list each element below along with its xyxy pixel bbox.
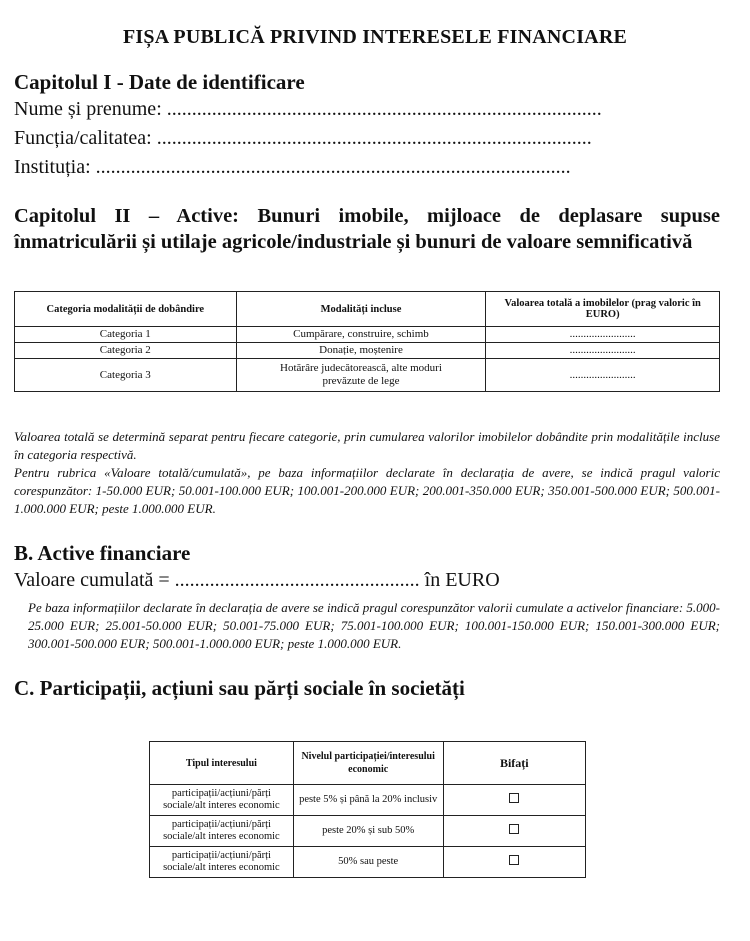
header-interest-type: Tipul interesului [150, 742, 294, 785]
table-row [15, 343, 720, 359]
section-b-heading: B. Active financiare [14, 541, 191, 565]
assets-table [14, 291, 720, 392]
chapter2-heading: Capitolul II – Active: Bunuri imobile, mijloace de deplasare supuse înmatriculării și utilaje agricole/industriale și bunuri de valoare semnificativă [14, 205, 720, 253]
table-row [15, 327, 720, 343]
field-name: Nume și prenume: ....................................................................................... [14, 98, 602, 120]
table-row [150, 847, 586, 878]
row-level: peste 5% și până la 20% inclusiv [293, 785, 443, 816]
row-modality: Hotărâre judecătorească, alte moduri prevăzute de lege [236, 359, 486, 392]
row-modality: Cumpărare, construire, schimb [236, 327, 486, 343]
checkbox[interactable] [509, 855, 519, 865]
table-row [150, 785, 586, 816]
checkbox[interactable] [509, 824, 519, 834]
row-check-cell [443, 785, 585, 816]
row-interest-type: participații/acțiuni/părți sociale/alt interes economic [150, 816, 294, 847]
row-level: 50% sau peste [293, 847, 443, 878]
note-thresholds: Pentru rubrica «Valoare totală/cumulată», pe baza informațiilor declarate în declarația de avere, se indică pragul valoric corespunzător: 1-50.000 EUR; 50.001-100.000 EUR; 100.001-200.000 EUR; 200.001-350.000 EUR; 350.001-500.000 EUR; 500.001-1.000.000 EUR; peste 1.000.000 EUR. [14, 465, 720, 516]
participations-table [149, 741, 586, 878]
row-check-cell [443, 847, 585, 878]
row-level: peste 20% și sub 50% [293, 816, 443, 847]
document-title: FIȘA PUBLICĂ PRIVIND INTERESELE FINANCIARE [122, 26, 628, 48]
note-total-value: Valoarea totală se determină separat pentru fiecare categorie, prin cumularea valorilor imobilelor dobândite prin modalitățile incluse în categoria respectivă. [14, 429, 720, 462]
header-modalities: Modalități incluse [236, 292, 486, 327]
header-total-value: Valoarea totală a imobilelor (prag valoric în EURO) [486, 292, 720, 327]
field-function: Funcția/calitatea: ....................................................................................... [14, 127, 592, 149]
cumulative-value-line: Valoare cumulată = ................................................. în EURO [14, 569, 500, 591]
checkbox[interactable] [509, 793, 519, 803]
row-interest-type: participații/acțiuni/părți sociale/alt interes economic [150, 785, 294, 816]
table-header-row [15, 292, 720, 327]
row-category: Categoria 2 [15, 343, 237, 359]
header-check: Bifați [443, 742, 585, 785]
row-value: ........................ [486, 343, 720, 359]
header-participation-level: Nivelul participației/interesului economic [293, 742, 443, 785]
table-header-row [150, 742, 586, 785]
header-category: Categoria modalității de dobândire [15, 292, 237, 327]
row-value: ........................ [486, 359, 720, 392]
row-check-cell [443, 816, 585, 847]
field-institution: Instituția: ............................................................................................... [14, 156, 571, 178]
table-row [150, 816, 586, 847]
row-value: ........................ [486, 327, 720, 343]
note-financial-assets: Pe baza informațiilor declarate în declarația de avere se indică pragul corespunzător valorii cumulate a activelor financiare: 5.000-25.000 EUR; 25.001-50.000 EUR; 50.001-75.000 EUR; 75.001-100.000 EUR; 100.001-150.000 EUR; 150.001-300.000 EUR; 300.001-500.000 EUR; 500.001-1.000.000 EUR; peste 1.000.000 EUR. [28, 600, 720, 651]
chapter1-heading: Capitolul I - Date de identificare [14, 70, 305, 94]
row-category: Categoria 1 [15, 327, 237, 343]
row-interest-type: participații/acțiuni/părți sociale/alt interes economic [150, 847, 294, 878]
row-modality: Donație, moștenire [236, 343, 486, 359]
table-row [15, 359, 720, 392]
row-category: Categoria 3 [15, 359, 237, 392]
section-c-heading: C. Participații, acțiuni sau părți sociale în societăți [14, 676, 465, 700]
